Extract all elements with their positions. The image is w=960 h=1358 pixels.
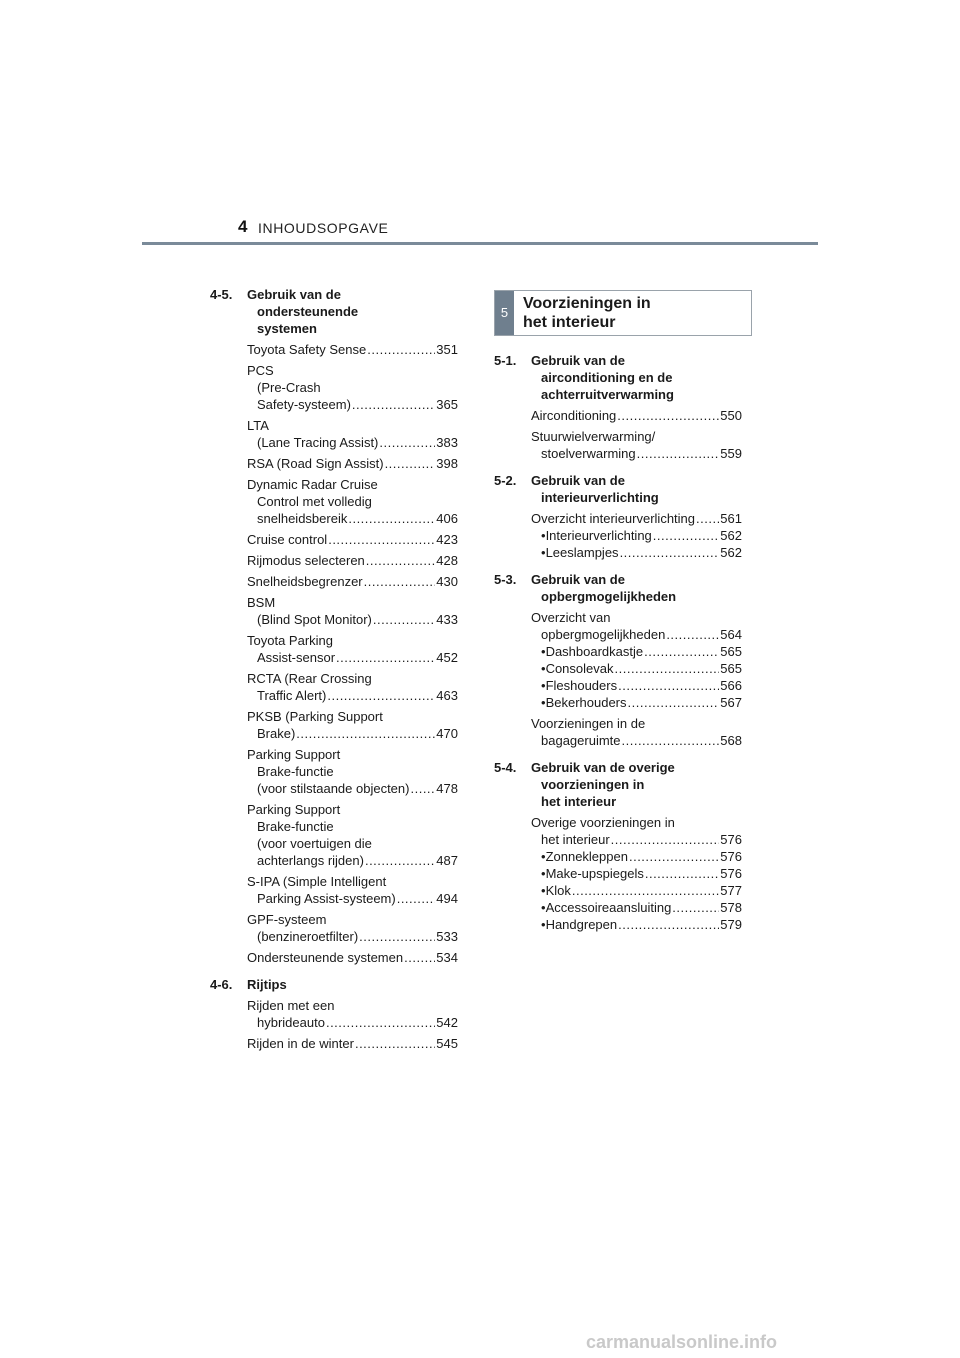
toc-entry[interactable] — [494, 715, 742, 749]
toc-page-number: 463 — [436, 688, 458, 703]
dot-leader — [359, 928, 435, 945]
toc-entry-leader-line — [247, 434, 458, 451]
toc-entry[interactable] — [210, 949, 458, 966]
toc-entry-text: achterlangs rijden) — [257, 853, 364, 868]
chapter-title — [523, 294, 651, 332]
dot-leader — [385, 455, 436, 472]
toc-entry-line: Parking Support — [247, 802, 341, 817]
bullet-icon: • — [541, 644, 546, 659]
section-title — [247, 286, 458, 337]
toc-entry[interactable] — [494, 609, 742, 711]
toc-subentry-text: Fleshouders — [545, 678, 618, 693]
toc-page-number: 562 — [720, 528, 742, 543]
dot-leader — [355, 1035, 435, 1052]
toc-entry[interactable] — [210, 573, 458, 590]
dot-leader — [328, 531, 435, 548]
toc-subentry[interactable] — [531, 544, 742, 561]
toc-entry-text: Rijmodus selecteren — [247, 553, 365, 568]
section-title-line: ondersteunende — [257, 304, 359, 319]
dot-leader — [696, 510, 719, 527]
toc-entry-line: Parking Support — [247, 747, 341, 762]
toc-page-number: 433 — [436, 612, 458, 627]
dot-leader — [572, 882, 719, 899]
section-gap — [494, 937, 742, 943]
dot-leader — [296, 725, 435, 742]
bullet-icon: • — [541, 917, 546, 932]
dot-leader — [653, 527, 720, 544]
section-title-line: interieurverlichting — [541, 490, 659, 505]
toc-entry-text: Assist-sensor — [257, 650, 336, 665]
toc-entry-text: (Blind Spot Monitor) — [257, 612, 372, 627]
toc-entry-line: Overige voorzieningen in — [531, 815, 675, 830]
toc-page-number: 568 — [720, 733, 742, 748]
section-number: 4-6. — [210, 977, 233, 992]
dot-leader — [410, 780, 435, 797]
toc-entry-leader-line — [247, 1014, 458, 1031]
toc-page-number: 545 — [436, 1036, 458, 1051]
toc-subentry-text: Leeslampjes — [545, 545, 619, 560]
bullet-icon: • — [541, 849, 546, 864]
chapter-title-line2: het interieur — [523, 314, 616, 331]
toc-page-number: 478 — [436, 781, 458, 796]
toc-entry-leader-line — [247, 573, 458, 590]
toc-entry-leader-line — [247, 780, 458, 797]
section-title-line: Gebruik van de overige — [531, 760, 675, 775]
toc-entry[interactable] — [210, 417, 458, 451]
section-heading — [494, 352, 742, 403]
toc-entry-line: Overzicht van — [531, 610, 611, 625]
section-title — [247, 976, 458, 993]
toc-entry[interactable] — [210, 362, 458, 413]
section-title-line: achterruitverwarming — [541, 387, 674, 402]
toc-entry-text: Parking Assist-systeem) — [257, 891, 396, 906]
toc-entry-leader-line — [247, 1035, 458, 1052]
dot-leader — [326, 1014, 435, 1031]
dot-leader — [629, 848, 719, 865]
toc-page-number: 423 — [436, 532, 458, 547]
toc-entry-text: Overzicht interieurverlichting — [531, 511, 696, 526]
toc-entry-line: Control met volledig — [257, 494, 372, 509]
dot-leader — [364, 573, 436, 590]
header-rule — [142, 242, 818, 245]
toc-subentry-text: Accessoireaansluiting — [545, 900, 672, 915]
dot-leader — [615, 660, 720, 677]
bullet-icon: • — [541, 866, 546, 881]
toc-entry-line: BSM — [247, 595, 276, 610]
section-heading — [210, 976, 458, 993]
toc-entry-text: stoelverwarming — [541, 446, 636, 461]
toc-subentry[interactable] — [531, 527, 742, 544]
section-title — [531, 571, 742, 605]
toc-column-left — [210, 286, 458, 1062]
toc-entry-text: RSA (Road Sign Assist) — [247, 456, 384, 471]
toc-entry-line: Brake-functie — [257, 764, 334, 779]
toc-entry-line: Voorzieningen in de — [531, 716, 646, 731]
toc-page-number: 533 — [436, 929, 458, 944]
toc-entry-text: opbergmogelijkheden — [541, 627, 666, 642]
toc-entry-leader-line — [247, 455, 458, 472]
dot-leader — [379, 434, 435, 451]
toc-entry-line: Dynamic Radar Cruise — [247, 477, 378, 492]
section-heading — [494, 571, 742, 605]
toc-subentry[interactable] — [531, 916, 742, 933]
toc-entry-leader-line — [247, 531, 458, 548]
toc-page-number: 578 — [720, 900, 742, 915]
dot-leader — [644, 643, 719, 660]
toc-page-number: 550 — [720, 408, 742, 423]
dot-leader — [327, 687, 435, 704]
toc-entry-text: Ondersteunende systemen — [247, 950, 404, 965]
toc-entry-leader-line — [247, 687, 458, 704]
toc-entry-leader-line — [247, 890, 458, 907]
toc-entry[interactable] — [210, 708, 458, 742]
dot-leader — [348, 510, 435, 527]
section-gap — [210, 1056, 458, 1062]
toc-subentry[interactable] — [531, 882, 742, 899]
watermark: carmanualsonline.info — [586, 1332, 778, 1352]
toc-page-number: 406 — [436, 511, 458, 526]
toc-entry-leader-line — [531, 510, 742, 527]
toc-subentry-text: Consolevak — [545, 661, 614, 676]
section-title — [531, 352, 742, 403]
toc-entry[interactable] — [494, 407, 742, 424]
toc-entry[interactable] — [210, 341, 458, 358]
toc-page-number: 576 — [720, 866, 742, 881]
toc-subentry-text: Klok — [545, 883, 571, 898]
section-title-line: Rijtips — [247, 977, 287, 992]
toc-entry-leader-line — [247, 611, 458, 628]
section-title-line: opbergmogelijkheden — [541, 589, 677, 604]
toc-page-number: 542 — [436, 1015, 458, 1030]
toc-subentry[interactable] — [531, 899, 742, 916]
section-title-line: systemen — [257, 321, 317, 336]
toc-page-number: 561 — [720, 511, 742, 526]
toc-page-number: 567 — [720, 695, 742, 710]
toc-entry-text: Toyota Safety Sense — [247, 342, 367, 357]
toc-entry-leader-line — [531, 831, 742, 848]
bullet-icon: • — [541, 528, 546, 543]
toc-entry-leader-line — [531, 407, 742, 424]
section-title-line: Gebruik van de — [531, 473, 625, 488]
dot-leader — [336, 649, 435, 666]
toc-subentry-text: Dashboardkastje — [545, 644, 644, 659]
dot-leader — [620, 544, 720, 561]
toc-entry[interactable] — [210, 873, 458, 907]
toc-page-number: 452 — [436, 650, 458, 665]
toc-subentry[interactable] — [531, 660, 742, 677]
toc-entry-leader-line — [247, 396, 458, 413]
dot-leader — [366, 552, 436, 569]
toc-entry-leader-line — [247, 649, 458, 666]
toc-page-number: 576 — [720, 849, 742, 864]
toc-entry-text: Snelheidsbegrenzer — [247, 574, 363, 589]
dot-leader — [672, 899, 719, 916]
toc-column-right — [494, 352, 742, 943]
toc-entry-leader-line — [247, 552, 458, 569]
toc-page-number: 470 — [436, 726, 458, 741]
dot-leader — [365, 852, 435, 869]
toc-page-number: 579 — [720, 917, 742, 932]
toc-entry-text: Brake) — [257, 726, 296, 741]
dot-leader — [666, 626, 719, 643]
toc-page-number: 566 — [720, 678, 742, 693]
page-number: 4 — [238, 217, 248, 236]
toc-entry-leader-line — [247, 852, 458, 869]
dot-leader — [367, 341, 435, 358]
toc-subentry[interactable] — [531, 694, 742, 711]
toc-entry-text: snelheidsbereik — [257, 511, 348, 526]
section-number: 5-2. — [494, 473, 517, 488]
section-heading — [494, 759, 742, 810]
toc-entry-text: Cruise control — [247, 532, 328, 547]
toc-entry-text: (voor stilstaande objecten) — [257, 781, 410, 796]
toc-entry-text: bagageruimte — [541, 733, 621, 748]
toc-page-number: 494 — [436, 891, 458, 906]
dot-leader — [628, 694, 720, 711]
toc-entry-leader-line — [247, 341, 458, 358]
dot-leader — [622, 732, 720, 749]
toc-page-number: 398 — [436, 456, 458, 471]
toc-subentry-text: Bekerhouders — [545, 695, 627, 710]
toc-page-number: 565 — [720, 661, 742, 676]
toc-entry-text: het interieur — [541, 832, 610, 847]
toc-subentry-text: Handgrepen — [545, 917, 618, 932]
toc-entry-line: Toyota Parking — [247, 633, 333, 648]
toc-page-number: 430 — [436, 574, 458, 589]
toc-entry[interactable] — [210, 670, 458, 704]
section-number: 5-4. — [494, 760, 517, 775]
toc-subentry[interactable] — [531, 848, 742, 865]
toc-subentry[interactable] — [531, 865, 742, 882]
section-heading — [210, 286, 458, 337]
toc-entry-text: Rijden in de winter — [247, 1036, 354, 1051]
dot-leader — [352, 396, 435, 413]
toc-page-number: 534 — [436, 950, 458, 965]
toc-entry[interactable] — [210, 455, 458, 472]
toc-page-number: 577 — [720, 883, 742, 898]
section-number: 5-1. — [494, 353, 517, 368]
toc-entry-leader-line — [247, 949, 458, 966]
bullet-icon: • — [541, 545, 546, 560]
section-title-line: voorzieningen in — [541, 777, 645, 792]
header-title: INHOUDSOPGAVE — [258, 220, 389, 236]
section-title-line: het interieur — [541, 794, 617, 809]
toc-entry-text: (benzineroetfilter) — [257, 929, 359, 944]
dot-leader — [618, 916, 719, 933]
toc-entry-text: hybrideauto — [257, 1015, 325, 1030]
toc-page-number: 365 — [436, 397, 458, 412]
bullet-icon: • — [541, 661, 546, 676]
toc-entry-line: GPF-systeem — [247, 912, 327, 927]
section-title-line: Gebruik van de — [531, 353, 625, 368]
chapter-number-tab: 5 — [495, 291, 514, 335]
page-header — [0, 0, 960, 250]
toc-page-number: 428 — [436, 553, 458, 568]
toc-entry[interactable] — [494, 814, 742, 933]
toc-page-number: 562 — [720, 545, 742, 560]
toc-entry-line: S-IPA (Simple Intelligent — [247, 874, 387, 889]
toc-entry-text: Safety-systeem) — [257, 397, 351, 412]
toc-page-number: 565 — [720, 644, 742, 659]
toc-subentry-text: Interieurverlichting — [545, 528, 652, 543]
toc-subentry[interactable] — [531, 677, 742, 694]
section-number: 4-5. — [210, 287, 233, 302]
bullet-icon: • — [541, 678, 546, 693]
chapter-title-line1: Voorzieningen in — [523, 295, 651, 312]
toc-entry-leader-line — [247, 510, 458, 527]
dot-leader — [637, 445, 720, 462]
toc-entry[interactable] — [210, 801, 458, 869]
bullet-icon: • — [541, 695, 546, 710]
toc-entry[interactable] — [494, 510, 742, 561]
toc-entry[interactable] — [210, 531, 458, 548]
bullet-icon: • — [541, 900, 546, 915]
bullet-icon: • — [541, 883, 546, 898]
toc-entry[interactable] — [210, 632, 458, 666]
toc-entry[interactable] — [210, 997, 458, 1031]
section-title — [531, 472, 742, 506]
section-title-line: Gebruik van de — [531, 572, 625, 587]
toc-entry-leader-line — [531, 626, 742, 643]
toc-entry-text: Airconditioning — [531, 408, 617, 423]
toc-entry[interactable] — [494, 428, 742, 462]
dot-leader — [373, 611, 435, 628]
toc-entry-line: (voor voertuigen die — [257, 836, 372, 851]
toc-entry-leader-line — [531, 445, 742, 462]
toc-entry[interactable] — [210, 552, 458, 569]
toc-subentry-text: Make-upspiegels — [545, 866, 644, 881]
section-title — [531, 759, 742, 810]
section-title-line: Gebruik van de — [247, 287, 341, 302]
toc-entry[interactable] — [210, 1035, 458, 1052]
toc-entry[interactable] — [210, 476, 458, 527]
dot-leader — [611, 831, 720, 848]
chapter-heading — [494, 290, 752, 336]
toc-entry[interactable] — [210, 911, 458, 945]
toc-entry-line: LTA — [247, 418, 269, 433]
toc-subentry[interactable] — [531, 643, 742, 660]
toc-page-number: 564 — [720, 627, 742, 642]
section-heading — [494, 472, 742, 506]
toc-entry-leader-line — [247, 725, 458, 742]
toc-entry[interactable] — [210, 594, 458, 628]
toc-entry-line: RCTA (Rear Crossing — [247, 671, 372, 686]
toc-entry-leader-line — [531, 732, 742, 749]
toc-page-number: 559 — [720, 446, 742, 461]
dot-leader — [404, 949, 435, 966]
toc-entry-line: PKSB (Parking Support — [247, 709, 383, 724]
toc-page-number: 383 — [436, 435, 458, 450]
toc-entry-line: (Pre-Crash — [257, 380, 321, 395]
toc-page-number: 576 — [720, 832, 742, 847]
toc-subentry-text: Zonnekleppen — [545, 849, 628, 864]
toc-page-number: 351 — [436, 342, 458, 357]
toc-entry-line: PCS — [247, 363, 274, 378]
toc-entry-line: Rijden met een — [247, 998, 335, 1013]
toc-entry-leader-line — [247, 928, 458, 945]
toc-entry-text: Traffic Alert) — [257, 688, 327, 703]
dot-leader — [617, 407, 719, 424]
toc-page-number: 487 — [436, 853, 458, 868]
toc-entry-text: (Lane Tracing Assist) — [257, 435, 379, 450]
toc-entry-line: Brake-functie — [257, 819, 334, 834]
toc-entry-line: Stuurwielverwarming/ — [531, 429, 656, 444]
dot-leader — [645, 865, 719, 882]
section-title-line: airconditioning en de — [541, 370, 673, 385]
toc-entry[interactable] — [210, 746, 458, 797]
section-number: 5-3. — [494, 572, 517, 587]
dot-leader — [397, 890, 436, 907]
dot-leader — [618, 677, 719, 694]
